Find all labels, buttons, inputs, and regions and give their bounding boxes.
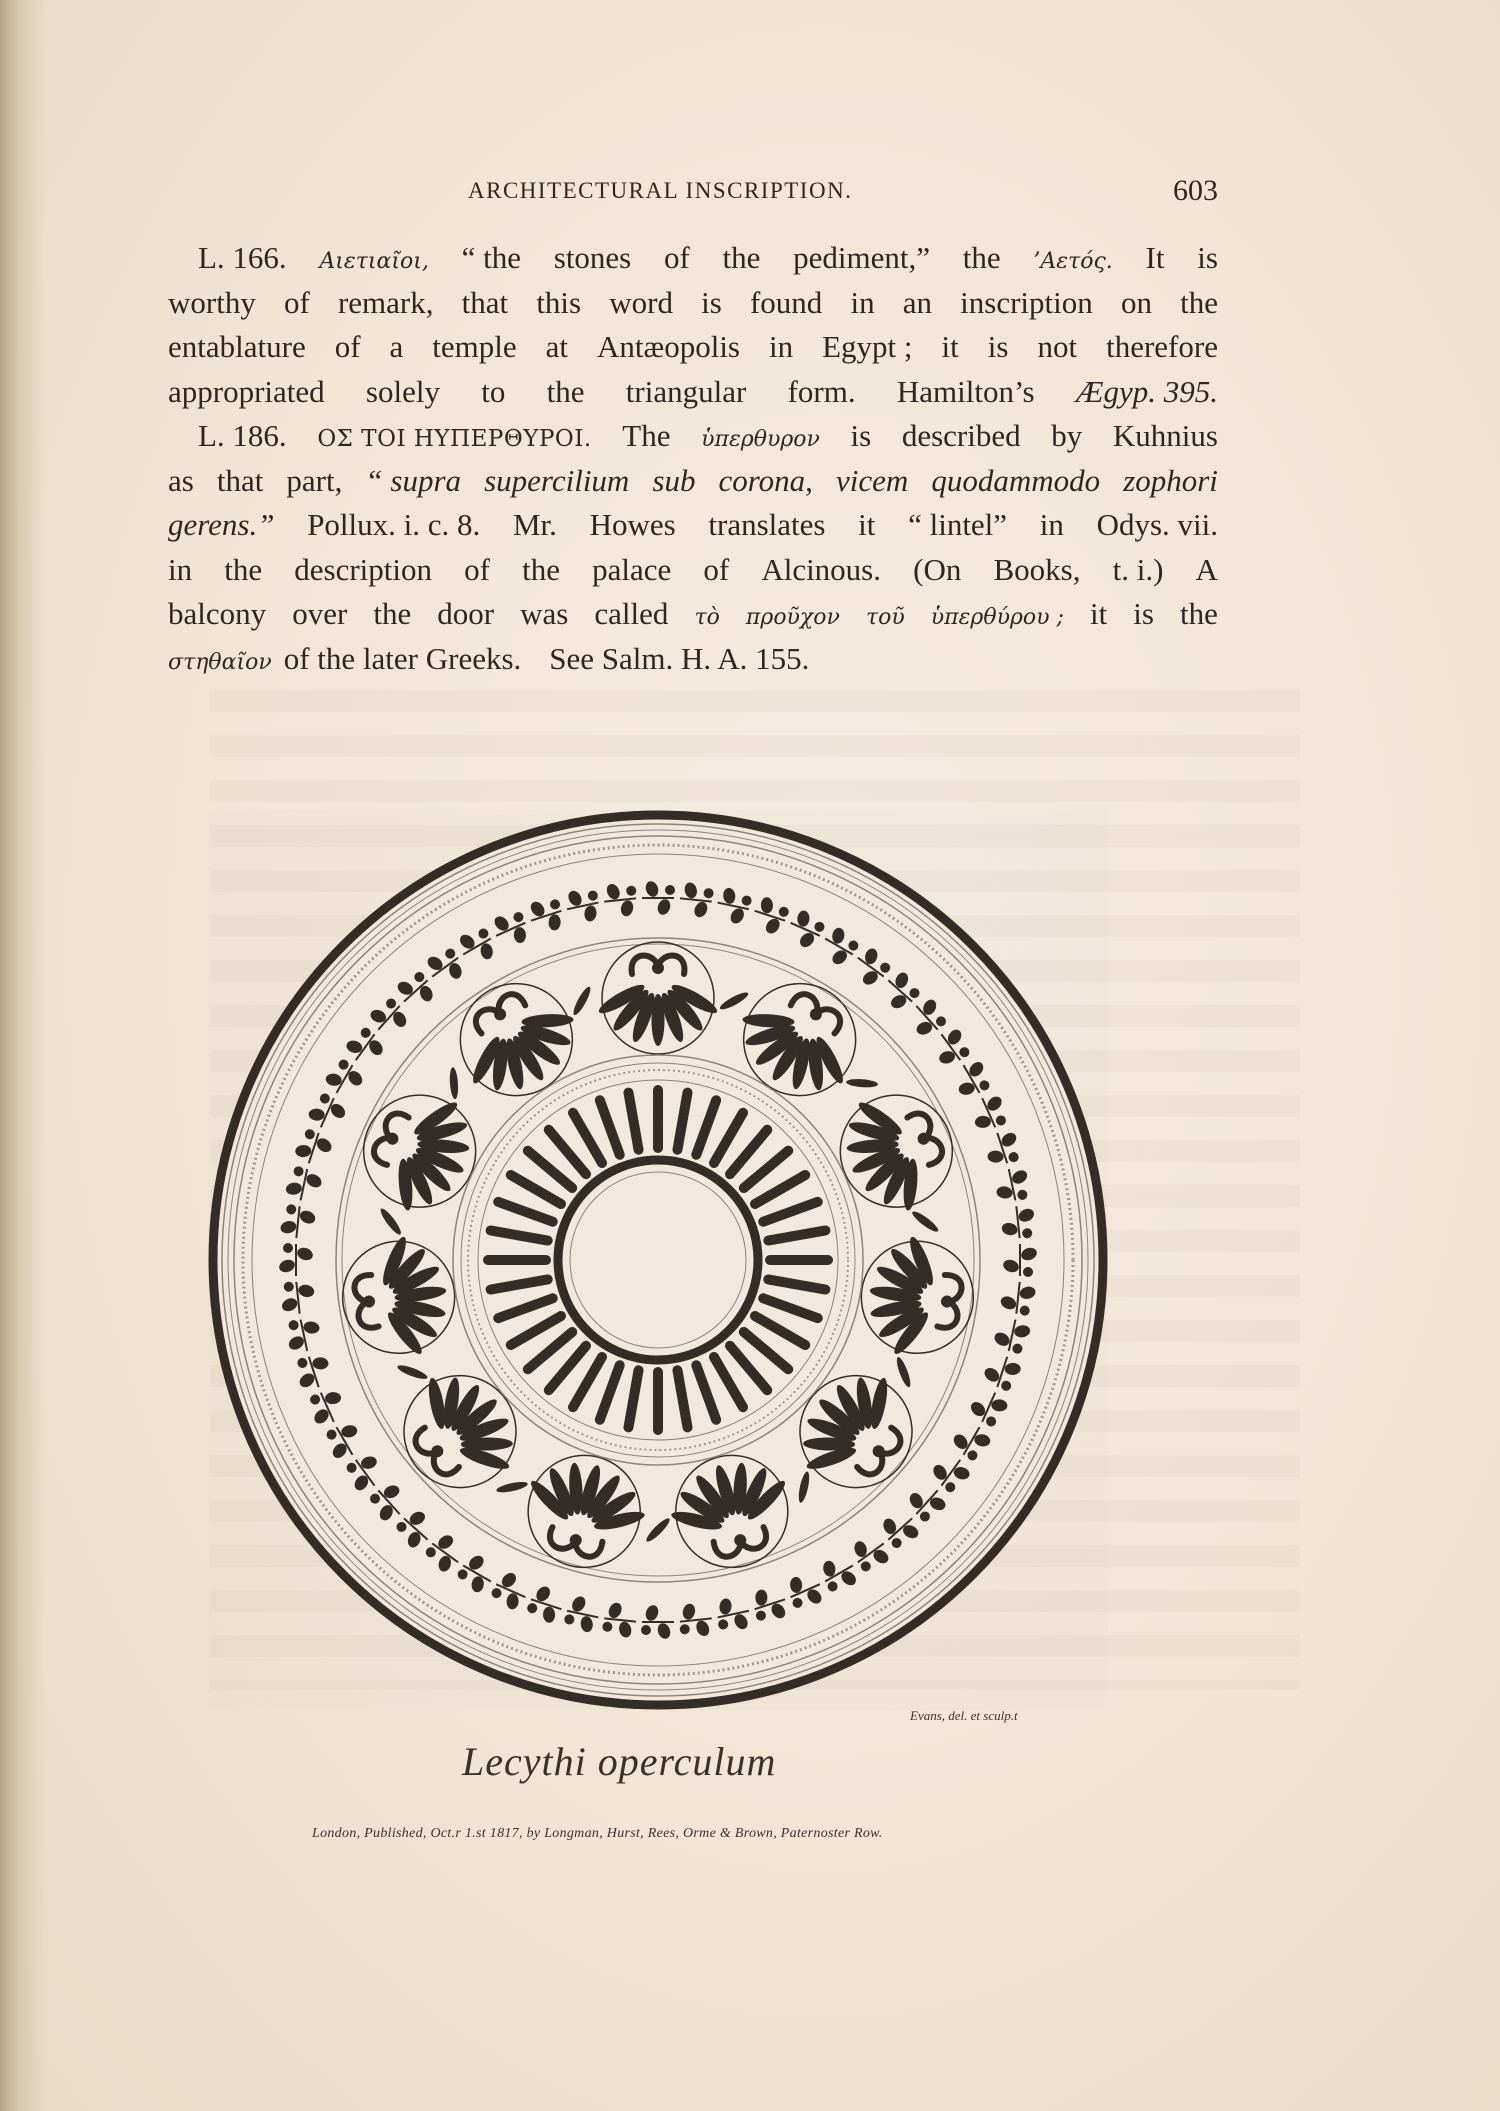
word: entablature	[168, 329, 306, 364]
word: this	[536, 284, 582, 320]
publisher-imprint: London, Published, Oct.r 1.st 1817, by Longman, Hurst, Rees, Orme & Brown, Paternoster Row.	[312, 1826, 883, 1841]
word: an	[902, 284, 933, 320]
text-line	[168, 459, 1218, 504]
word: a	[389, 329, 404, 364]
word: that	[461, 284, 509, 320]
text-line	[168, 325, 1218, 370]
greek-word: στηθαῖον	[168, 649, 272, 675]
word: Hamilton’s	[896, 373, 1035, 409]
word: the	[1180, 284, 1218, 320]
word: that	[216, 462, 264, 498]
word: in	[1039, 507, 1064, 542]
word: solely	[365, 373, 440, 409]
word: described	[901, 418, 1021, 453]
word: Antæopolis	[597, 329, 740, 364]
word: appropriated	[168, 373, 325, 409]
word: sub	[652, 462, 696, 498]
word: (On	[913, 551, 962, 587]
word: word	[609, 284, 673, 320]
word: was	[520, 596, 569, 631]
text-line	[168, 637, 1218, 682]
lecythus-lid-illustration	[208, 810, 1108, 1710]
word: stones	[553, 240, 632, 275]
word: Ægyp. 395.	[1075, 373, 1218, 409]
word: Odys. vii.	[1096, 507, 1218, 542]
running-header	[168, 172, 1218, 216]
engraver-credit: Evans, del. et sculp.t	[910, 1708, 1018, 1723]
word: in	[769, 329, 794, 364]
word: of	[334, 329, 361, 364]
word: gerens.”	[168, 507, 275, 542]
word: corona,	[718, 462, 813, 498]
text-line	[168, 370, 1218, 415]
word: of the later Greeks.	[283, 640, 522, 676]
word: “ supra	[365, 462, 462, 498]
word: Mr.	[512, 507, 557, 542]
word: found	[749, 284, 823, 320]
word: of	[703, 551, 730, 587]
word: Pollux. i. c. 8.	[307, 507, 481, 542]
body-text	[168, 236, 1218, 681]
word: of	[464, 551, 490, 587]
text-line	[168, 503, 1218, 548]
greek-word: προῦχον	[745, 605, 840, 630]
greek-word: τοῦ	[865, 605, 905, 630]
word: is	[850, 418, 872, 453]
text-line	[168, 236, 1218, 281]
word: to	[481, 373, 506, 409]
word: The	[622, 418, 671, 453]
word: A	[1195, 551, 1218, 587]
word: inscription	[960, 284, 1093, 320]
word: It	[1145, 240, 1165, 275]
word: of	[663, 240, 690, 275]
text-line	[168, 414, 1218, 459]
word: translates	[708, 507, 826, 542]
word: in	[168, 551, 193, 587]
word: Kuhnius	[1112, 418, 1218, 453]
greek-word: Αιετιαῖοι,	[319, 249, 429, 274]
word: the	[224, 551, 263, 587]
engraving-grain	[208, 810, 1108, 1710]
word: worthy	[168, 284, 256, 320]
word: description	[294, 551, 432, 587]
greek-word: ὑπερθύρου ;	[930, 605, 1064, 630]
word: it	[858, 507, 876, 542]
text-line	[168, 548, 1218, 593]
word: supercilium	[484, 462, 630, 498]
word: the	[1180, 596, 1218, 631]
word: pediment,”	[793, 240, 931, 275]
text-line	[168, 281, 1218, 326]
word: at	[545, 329, 569, 364]
word: vicem	[835, 462, 909, 498]
word: of	[283, 284, 310, 320]
word: part,	[286, 462, 343, 498]
word: t. i.)	[1112, 551, 1164, 587]
word: zophori	[1123, 462, 1218, 498]
word: not	[1037, 329, 1078, 364]
page-number: 603	[1173, 174, 1218, 207]
word: in	[850, 284, 875, 320]
word: it	[941, 329, 959, 364]
word: the	[546, 373, 585, 409]
running-title: ARCHITECTURAL INSCRIPTION.	[468, 178, 853, 203]
word: the	[373, 596, 412, 631]
greek-word: ’Αετός.	[1033, 249, 1113, 274]
word: L. 186.	[198, 418, 287, 453]
text-line	[168, 592, 1218, 637]
word: the	[962, 240, 1001, 275]
greek-word: τὸ	[694, 605, 720, 630]
word: the	[522, 551, 560, 587]
word: balcony	[168, 596, 267, 631]
word: See Salm. H. A. 155.	[549, 640, 810, 676]
word: on	[1120, 284, 1152, 320]
word: is	[987, 329, 1009, 364]
word: Alcinous.	[761, 551, 881, 587]
word: “ lintel”	[908, 507, 1008, 542]
word: remark,	[337, 284, 434, 320]
word: by	[1051, 418, 1083, 453]
word: it	[1089, 596, 1108, 631]
word: therefore	[1106, 329, 1218, 364]
greek-word: ΟΣ ΤΟΙ ΗΥΠΕΡΘΥΡΟΙ.	[317, 426, 592, 452]
word: temple	[432, 329, 517, 364]
word: is	[1197, 240, 1218, 275]
greek-word: ὑπερθυρον	[701, 427, 820, 452]
word: form.	[787, 373, 856, 409]
word: door	[437, 596, 495, 631]
word: triangular	[625, 373, 747, 409]
word: “ the	[461, 240, 522, 275]
word: Books,	[993, 551, 1081, 587]
word: is	[1133, 596, 1154, 631]
word: over	[292, 596, 348, 631]
word: is	[701, 284, 722, 320]
word: Howes	[589, 507, 676, 542]
figure-caption: Lecythi operculum	[462, 1739, 777, 1784]
word: L. 166.	[198, 240, 287, 275]
word: Egypt ;	[822, 329, 913, 364]
word: the	[722, 240, 761, 275]
word: quodammodo	[931, 462, 1101, 498]
word: called	[594, 596, 669, 631]
page-spine-shadow	[0, 0, 46, 2111]
word: palace	[592, 551, 672, 587]
word: as	[168, 462, 194, 498]
